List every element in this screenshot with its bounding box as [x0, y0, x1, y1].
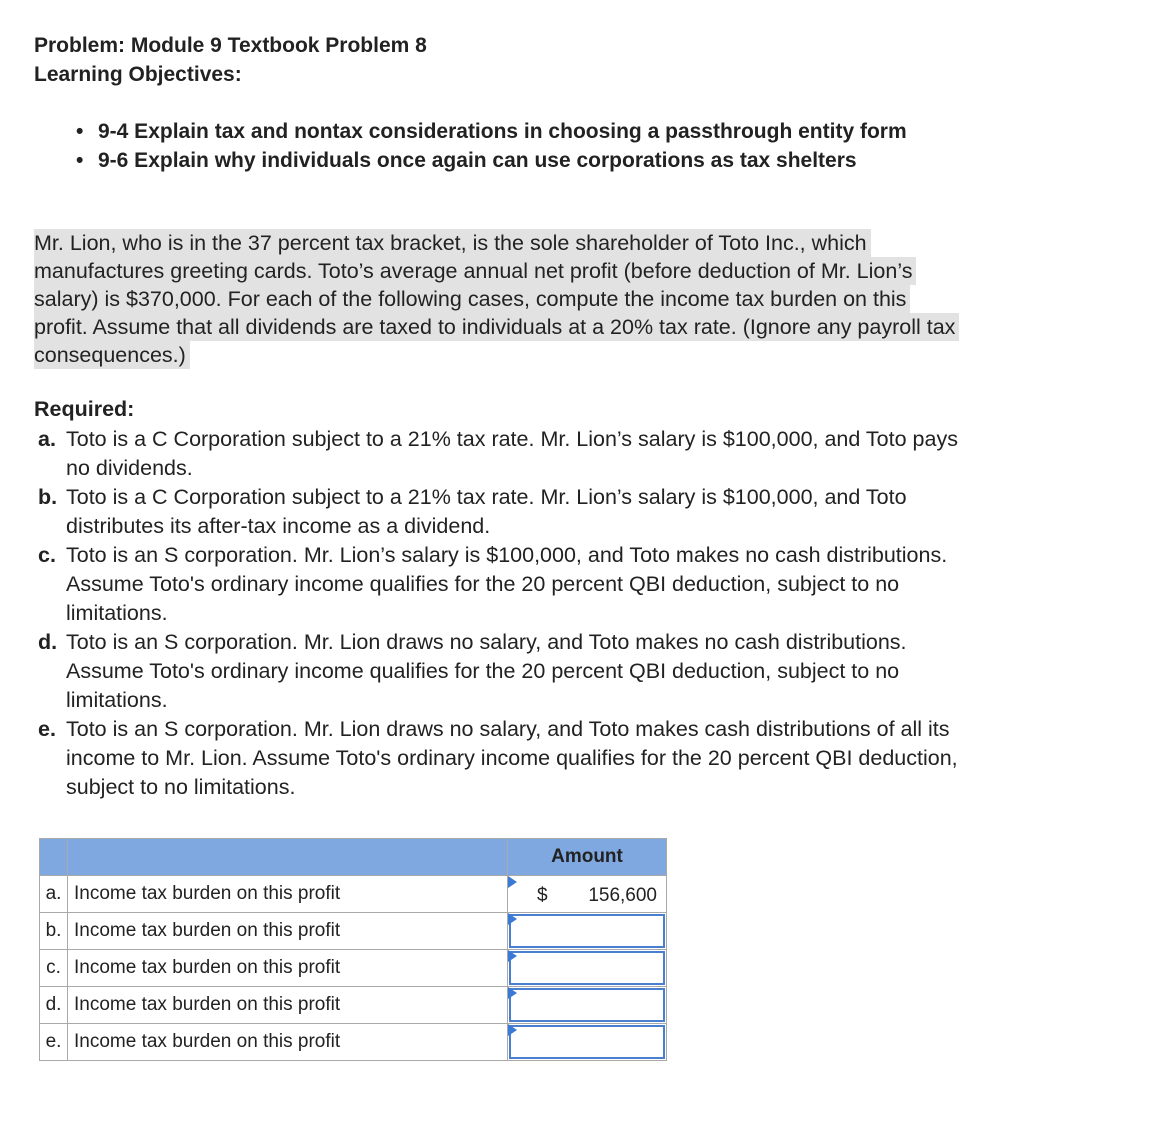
row-letter: c. — [40, 950, 68, 987]
scenario-line: profit. Assume that all dividends are taxed to individuals at a 20% tax rate. (Ignore any payroll tax — [34, 313, 959, 341]
row-label: Income tax burden on this profit — [68, 950, 508, 987]
scenario-line: consequences.) — [34, 341, 190, 369]
problem-title: Problem: Module 9 Textbook Problem 8 — [34, 34, 427, 57]
learning-objectives-heading: Learning Objectives: — [34, 63, 242, 86]
objective-item: • 9-4 Explain tax and nontax considerations in choosing a passthrough entity form — [76, 117, 907, 146]
amount-input-d[interactable] — [509, 988, 665, 1022]
row-label: Income tax burden on this profit — [68, 1024, 508, 1061]
row-letter: d. — [40, 987, 68, 1024]
item-letter: a. — [38, 427, 56, 451]
bullet-icon: • — [76, 120, 84, 143]
required-item-d: d. Toto is an S corporation. Mr. Lion draws no salary, and Toto makes no cash distributions. Assume Toto's ordinary income qualifies for the 20 percent QBI deduction, subject to no limitations. — [38, 630, 907, 712]
amount-input-c[interactable] — [509, 951, 665, 985]
item-letter: e. — [38, 717, 56, 741]
amount-cell[interactable] — [508, 913, 667, 950]
required-item-a: a. Toto is a C Corporation subject to a 21% tax rate. Mr. Lion’s salary is $100,000, and Toto pays no dividends. — [38, 427, 958, 480]
answer-table — [39, 838, 667, 1061]
input-flag-icon — [508, 987, 517, 999]
input-flag-icon — [508, 876, 517, 888]
amount-cell[interactable] — [508, 876, 667, 913]
amount-cell[interactable] — [508, 987, 667, 1024]
item-letter: d. — [38, 630, 58, 654]
input-flag-icon — [508, 1024, 517, 1036]
currency-symbol: $ — [537, 885, 548, 906]
item-letter: b. — [38, 485, 58, 509]
scenario-line: Mr. Lion, who is in the 37 percent tax bracket, is the sole shareholder of Toto Inc., which — [34, 229, 871, 257]
required-item-b: b. Toto is a C Corporation subject to a 21% tax rate. Mr. Lion’s salary is $100,000, and Toto distributes its after-tax income as a dividend. — [38, 485, 907, 538]
table-row — [40, 1024, 667, 1061]
row-letter: a. — [40, 876, 68, 913]
scenario-line: manufactures greeting cards. Toto’s average annual net profit (before deduction of Mr. Lion’s — [34, 257, 916, 285]
scenario-paragraph — [34, 229, 959, 369]
row-label: Income tax burden on this profit — [68, 876, 508, 913]
table-row — [40, 913, 667, 950]
table-row — [40, 987, 667, 1024]
row-label: Income tax burden on this profit — [68, 913, 508, 950]
amount-cell[interactable] — [508, 950, 667, 987]
input-flag-icon — [508, 913, 517, 925]
required-item-e: e. Toto is an S corporation. Mr. Lion draws no salary, and Toto makes cash distributions of all its income to Mr. Lion. Assume Toto's ordinary income qualifies for the 20 percent QBI deduction, subject to no limitations. — [38, 717, 958, 799]
table-row — [40, 950, 667, 987]
row-letter: e. — [40, 1024, 68, 1061]
objective-item: • 9-6 Explain why individuals once again can use corporations as tax shelters — [76, 146, 907, 175]
amount-value: 156,600 — [588, 885, 657, 906]
input-flag-icon — [508, 950, 517, 962]
amount-input-b[interactable] — [509, 914, 665, 948]
amount-header: Amount — [508, 839, 667, 876]
table-row — [40, 876, 667, 913]
scenario-line: salary) is $370,000. For each of the following cases, compute the income tax burden on this — [34, 285, 910, 313]
item-letter: c. — [38, 543, 56, 567]
row-letter: b. — [40, 913, 68, 950]
amount-input-e[interactable] — [509, 1025, 665, 1059]
table-header-row — [40, 839, 667, 876]
amount-input-a[interactable] — [509, 877, 665, 911]
row-label: Income tax burden on this profit — [68, 987, 508, 1024]
required-heading: Required: — [34, 397, 135, 421]
objectives-list — [76, 117, 907, 175]
amount-cell[interactable] — [508, 1024, 667, 1061]
required-item-c: c. Toto is an S corporation. Mr. Lion’s salary is $100,000, and Toto makes no cash distributions. Assume Toto's ordinary income qualifies for the 20 percent QBI deduction, subject to no limitations. — [38, 543, 948, 625]
bullet-icon: • — [76, 149, 84, 172]
